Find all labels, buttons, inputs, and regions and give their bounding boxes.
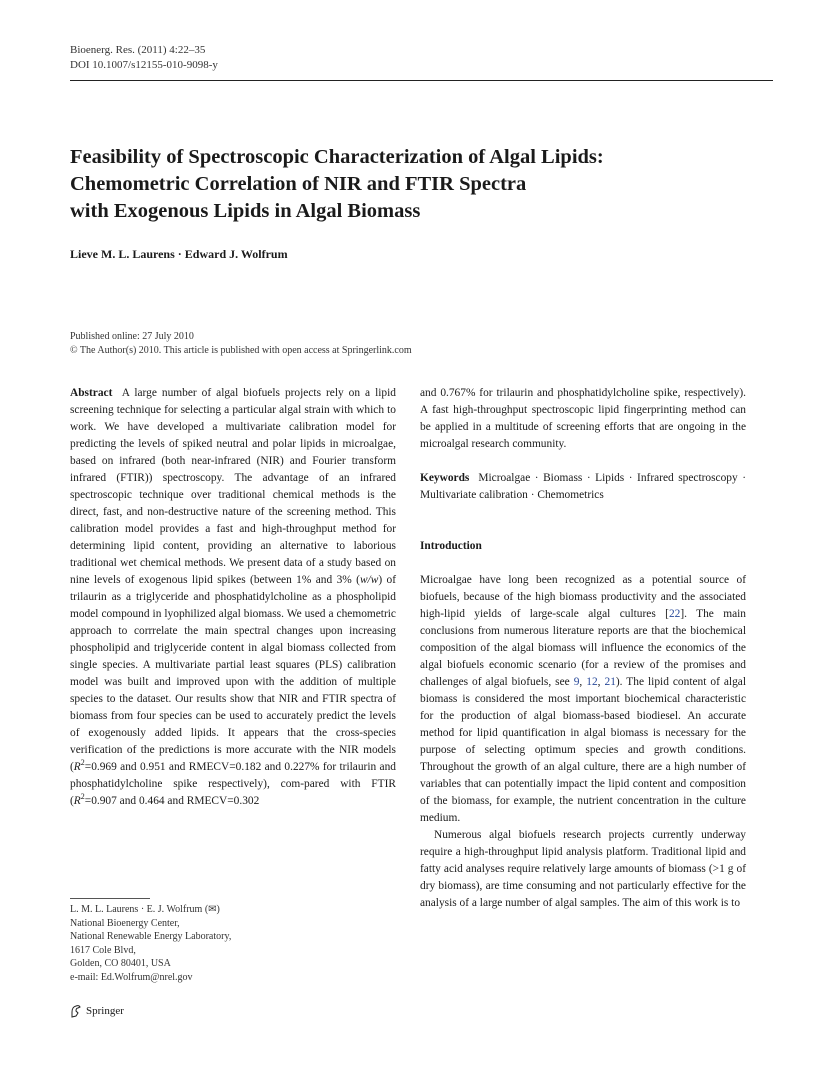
citation-link[interactable]: 22	[668, 608, 681, 620]
paper-title	[70, 144, 750, 225]
abstract-label: Abstract	[70, 387, 113, 399]
abstract-text-d: =0.907 and 0.464 and RMECV=0.302	[84, 795, 260, 807]
intro-p1-b: ]. The main conclusions from numerous literature reports are that the biochemical composition of the algal biomass will influence the economics of the algal biofuels economic scenario (for a review of the promises and challenges of algal biofuels, see	[420, 608, 746, 688]
affiliation-email[interactable]: e-mail: Ed.Wolfrum@nrel.gov	[70, 971, 193, 983]
author-list: Lieve M. L. Laurens · Edward J. Wolfrum	[70, 247, 288, 261]
intro-paragraph-2: Numerous algal biofuels research projects currently underway require a high-throughput lipid analysis platform. Traditional lipid and fatty acid analyses require relatively large amounts of biomass (>1 g of dry biomass), are time consuming and not particularly effective for the analysis of a large number of algal samples. The aim of this work is to	[420, 829, 746, 909]
abstract-text-b: ) of trilaurin as a triglyceride and phosphatidylcholine as a phospholipid model compound in lyophilized algal biomass. We used a chemometric approach to corrrelate the main spectral changes upon increasing phospholipid and triglyceride content in algal biomass collected from single species. A multivariate partial least squares (PLS) calibration model was built and improved upon with the addition of multiple species to the dataset. Our results show that NIR and FTIR spectra of biomass from four species can be used to accurately predict the levels of exogenously added lipids. It appears that the cross-species verification of the predictions is more accurate with the NIR models (	[70, 574, 396, 773]
journal-doi[interactable]: DOI 10.1007/s12155-010-9098-y	[70, 59, 218, 71]
publisher-name: Springer	[86, 1005, 124, 1017]
journal-citation: Bioenerg. Res. (2011) 4:22–35	[70, 44, 206, 56]
affiliation-names: L. M. L. Laurens · E. J. Wolfrum (✉)	[70, 904, 220, 915]
abstract-continued: and 0.767% for trilaurin and phosphatidylcholine spike, respectively). A fast high-throughput spectroscopic lipid fingerprinting method can be applied in a multitude of screening efforts that are ongoing in the microalgal research community.	[420, 387, 746, 450]
affiliation-rule	[70, 898, 150, 899]
keywords	[420, 470, 746, 504]
r-squared-sup: 2	[80, 792, 85, 802]
abstract	[70, 385, 396, 810]
title-line: Feasibility of Spectroscopic Characterization of Algal Lipids:	[70, 146, 604, 168]
citation-link[interactable]: 12	[586, 676, 598, 688]
abstract-text-a: A large number of algal biofuels projects rely on a lipid screening technique for selecting a particular algal strain with which to work. We have developed a multivariate calibration model for predicting the levels of spiked neutral and polar lipids in microalgae, based on infrared (both near-infrared (NIR) and Fourier transform infrared (FTIR)) spectroscopy. The advantage of an infrared spectroscopic technique over traditional chemical methods is the direct, fast, and non-destructive nature of the screening method. This calibration model provides a fast and high-throughput method for determining lipid content, providing an alternative to laborious traditional wet chemical methods. We present data of a study based on nine levels of exogenous lipid spikes (between 1% and 3% (	[70, 387, 396, 586]
publication-info	[70, 330, 412, 358]
introduction-heading: Introduction	[420, 540, 482, 552]
intro-paragraph-1: Microalgae have long been recognized as a potential source of biofuels, because of the high biomass productivity and the associated high-lipid yields of large-scale algal cultures [22]. The main conclusions from numerous literature reports are that the biochemical composition of the algal biomass will influence the economics of the algal biofuels economic scenario (for a review of the promises and challenges of algal biofuels, see 9, 12, 21). The lipid content of algal biomass is considered the most important biochemical characteristic for the production of algal biomass-based biodiesel. An accurate method for lipid quantification in algal biomass is necessary for the purpose of selecting optimum species and growth conditions. Throughout the growth of an algal culture, there are a high number of variables that can potentially impact the lipid content and composition of the biomass, for example, the nutrient concentration in the culture medium.	[420, 574, 746, 824]
r-squared-sup: 2	[80, 758, 85, 768]
keywords-text: Microalgae · Biomass · Lipids · Infrared spectroscopy · Multivariate calibration · Chemometrics	[420, 472, 746, 501]
r-squared-symbol: R	[73, 795, 81, 807]
springer-horse-icon	[70, 1004, 82, 1018]
abstract-text-c: =0.969 and 0.951 and RMECV=0.182 and 0.227% for trilaurin and phosphatidylcholine spike respectively), com-pared with FTIR (	[70, 761, 396, 807]
affiliation-block	[70, 903, 231, 985]
copyright-notice: © The Author(s) 2010. This article is published with open access at Springerlink.com	[70, 345, 412, 356]
intro-p1-a: Microalgae have long been recognized as a potential source of biofuels, because of the high biomass productivity and the associated high-lipid yields of large-scale algal cultures [	[420, 574, 746, 620]
intro-p1-c: ). The lipid content of algal biomass is considered the most important biochemical characteristic for the production of algal biomass-based biodiesel. An accurate method for lipid quantification in algal biomass is necessary for the purpose of selecting optimum species and growth conditions. Throughout the growth of an algal culture, there are a high number of variables that can potentially impact the lipid content and composition of the biomass, for example, the nutrient concentration in the culture medium.	[420, 676, 746, 824]
affiliation-org: National Bioenergy Center,	[70, 917, 180, 929]
title-line: with Exogenous Lipids in Algal Biomass	[70, 200, 421, 222]
abstract-column	[70, 385, 396, 810]
affiliation-org: National Renewable Energy Laboratory,	[70, 931, 232, 943]
title-line: Chemometric Correlation of NIR and FTIR Spectra	[70, 173, 527, 195]
publisher-logo	[70, 1004, 124, 1018]
keywords-label: Keywords	[420, 472, 470, 484]
header-rule	[70, 80, 773, 81]
journal-info	[70, 43, 218, 73]
affiliation-city: Golden, CO 80401, USA	[70, 958, 171, 970]
abstract-ww: w/w	[359, 574, 379, 586]
right-column	[420, 385, 746, 912]
citation-link[interactable]: 21	[604, 676, 616, 688]
citation-link[interactable]: 9	[573, 676, 580, 688]
r-squared-symbol: R	[73, 761, 81, 773]
published-online: Published online: 27 July 2010	[70, 331, 194, 342]
affiliation-street: 1617 Cole Blvd,	[70, 944, 136, 956]
